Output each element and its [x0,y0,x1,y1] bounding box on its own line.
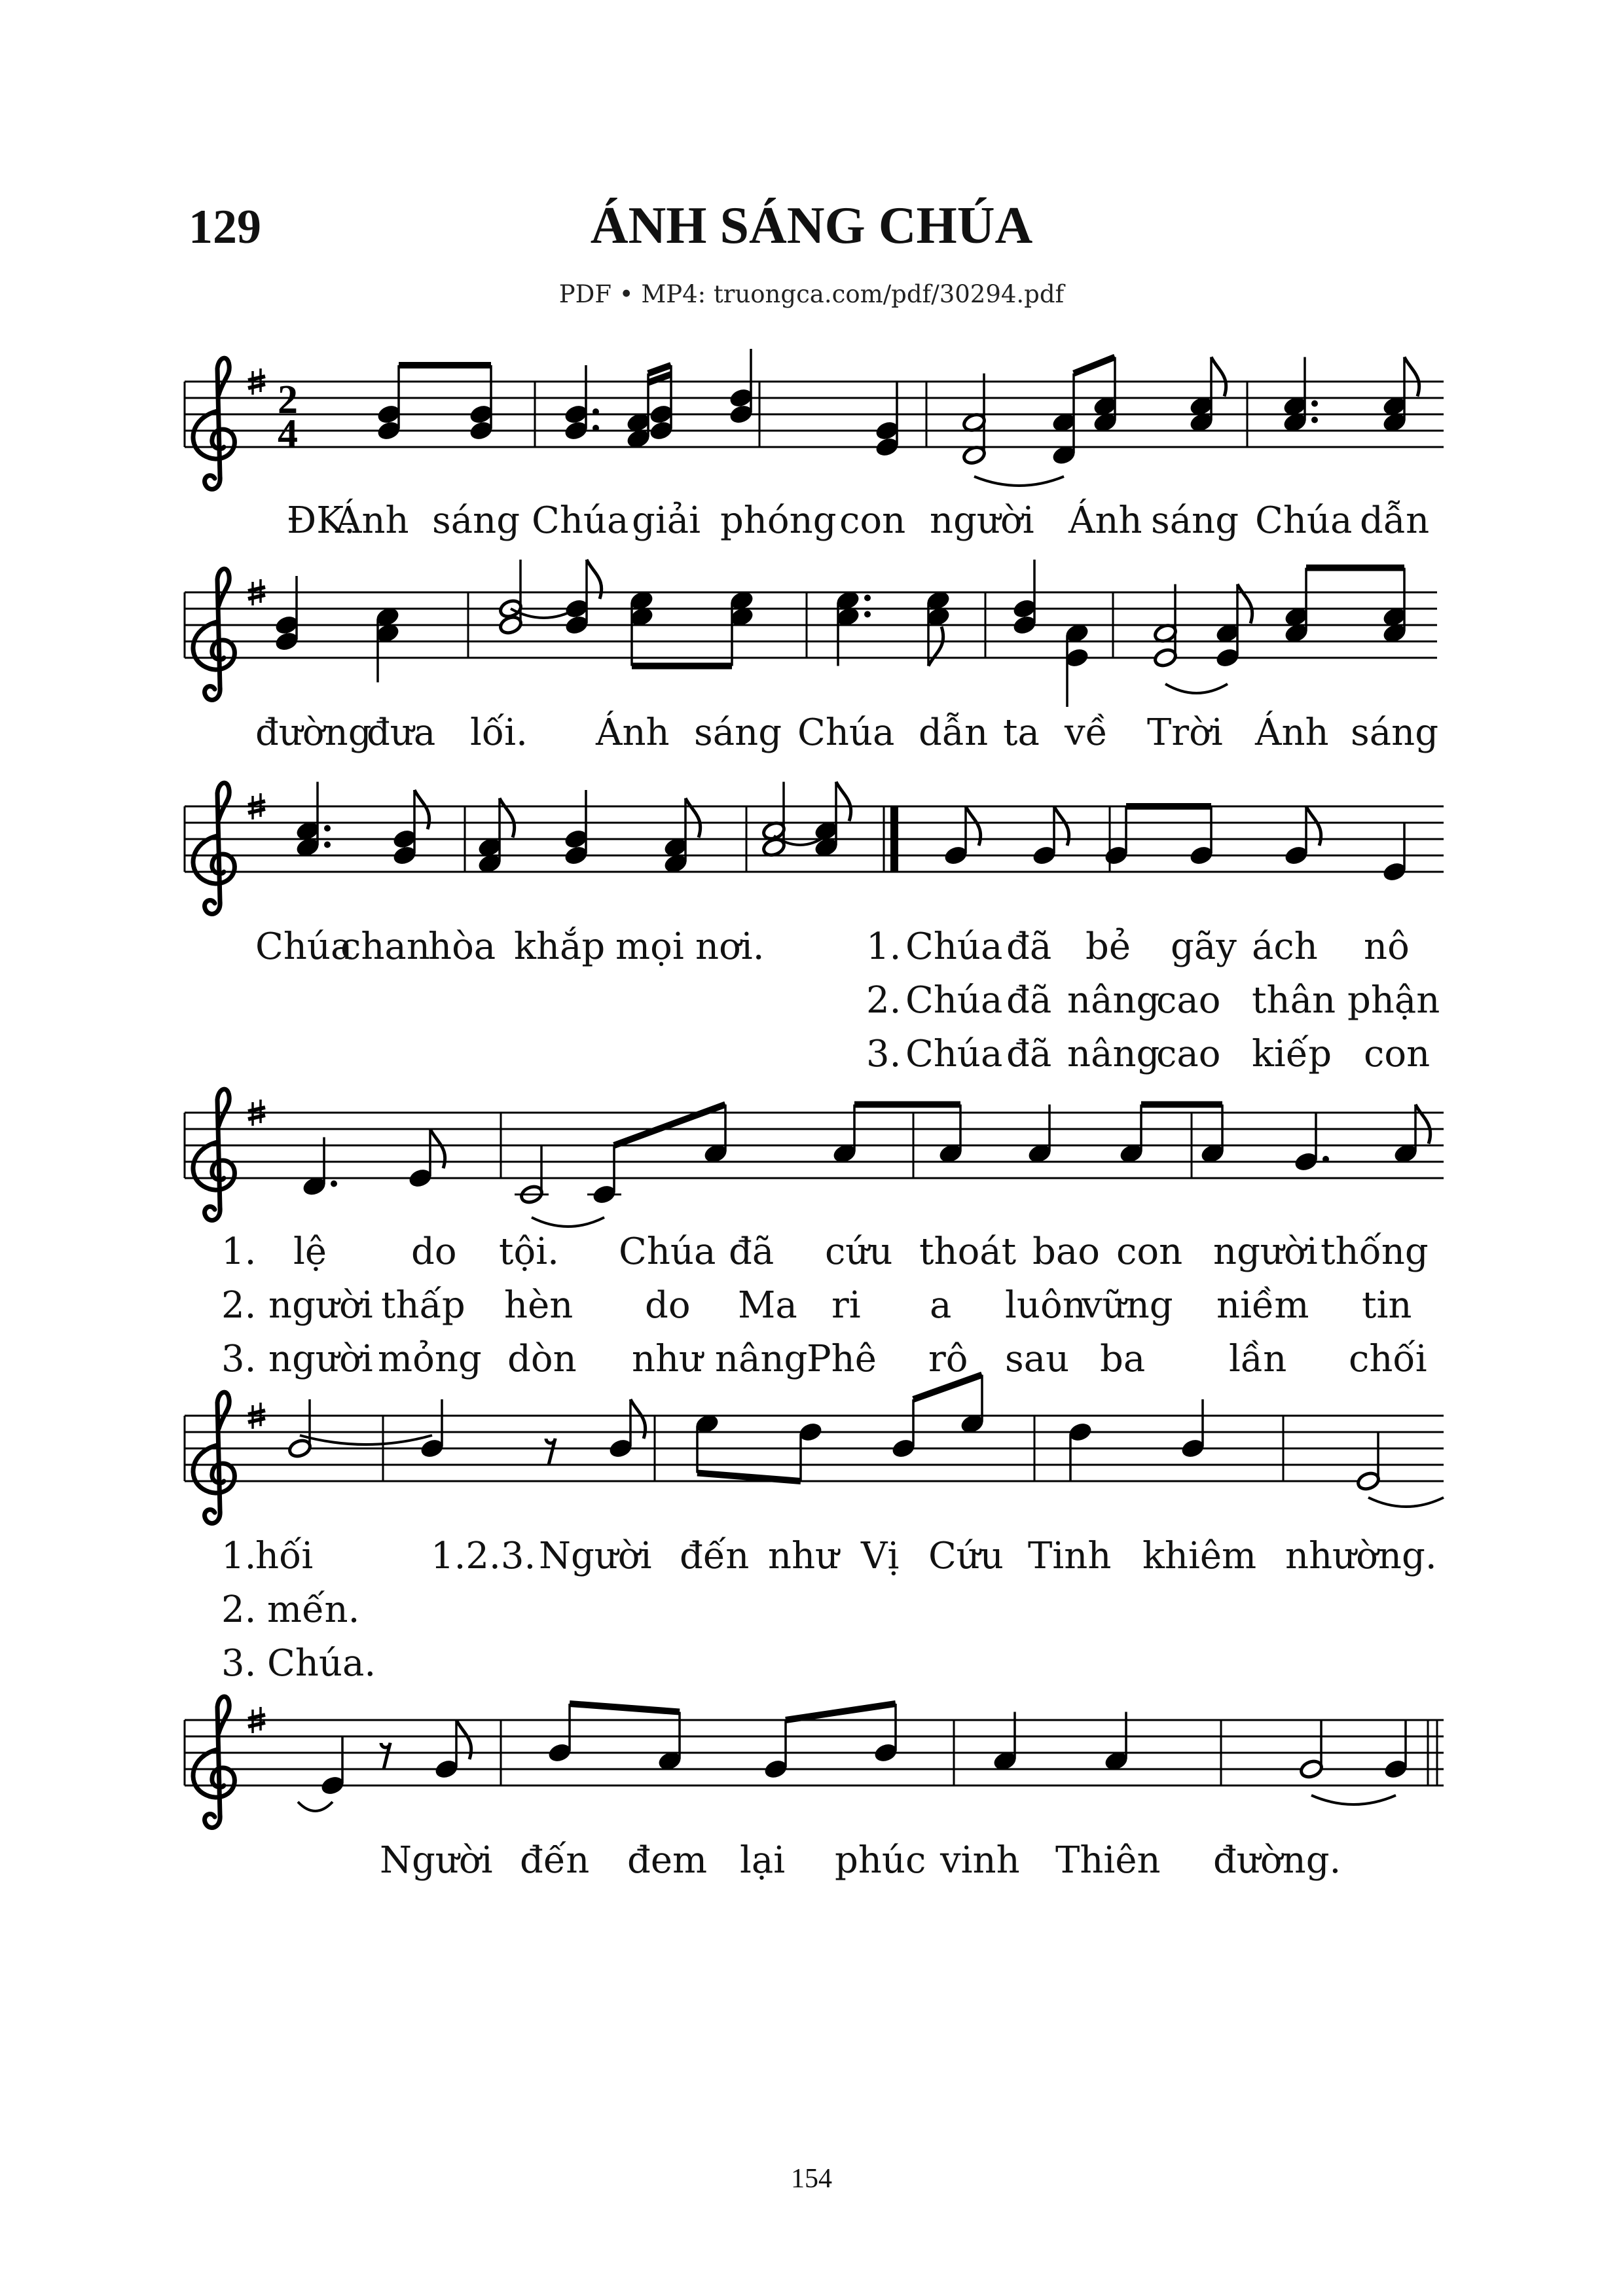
lyric-syllable: Người [539,1535,652,1577]
beam [913,1375,982,1400]
lyric-syllable: nâng [1067,979,1160,1022]
lyric-syllable: 2. [221,1588,257,1631]
flag [500,798,515,838]
lyric-syllable: Ánh [596,711,670,754]
lyric-syllable: Chúa [255,925,353,968]
note [564,790,589,866]
lyric-syllable: a [930,1284,952,1327]
lyric-syllable: đã [729,1230,775,1273]
lyric-syllable: bẻ [1085,925,1131,968]
lyric-syllable: mến. [267,1588,360,1631]
treble-clef-icon [193,1089,234,1220]
lyric-syllable: hối [255,1535,314,1577]
lyric-syllable: con [839,499,906,542]
note [814,782,839,858]
lyric-syllable: Ánh [335,499,409,542]
song-number: 129 [189,200,261,254]
tie [300,1435,432,1444]
lyric-syllable: Chúa [905,925,1003,968]
lyric-syllable: 2. [866,979,902,1022]
lyric-syllable: chối [1349,1338,1427,1380]
flag [1211,357,1226,397]
lyric-syllable: phóng [720,499,837,542]
note [515,1145,549,1205]
lyric-syllable: Ánh [1255,711,1329,754]
staff-system [185,782,1444,914]
lyric-syllable: đã [1006,925,1052,968]
lyric-syllable: nâng [715,1338,808,1380]
source-link[interactable]: PDF • MP4: truongca.com/pdf/30294.pdf [558,280,1065,308]
lyric-syllable: đem [627,1839,708,1882]
tie [1311,1795,1396,1804]
lyric-syllable: vinh [940,1839,1020,1882]
note [1104,806,1129,866]
lyric-syllable: phúc [835,1839,926,1882]
note [1012,560,1037,636]
beam [614,1105,725,1146]
beam [786,1704,896,1720]
note [564,365,599,441]
lyric-syllable: Người [380,1839,493,1882]
lyric-syllable: 1.2.3. [431,1535,536,1577]
lyric-syllable: 1. [866,925,902,968]
note [891,1399,916,1459]
lyric-syllable: luôn [1005,1284,1086,1327]
dot [593,408,599,415]
lyric-syllable: Vị [861,1535,900,1577]
lyric-syllable: về [1065,711,1108,754]
lyric-syllable: lần [1229,1338,1287,1380]
lyric-syllable: người [930,499,1034,542]
dot [324,825,331,832]
treble-clef-icon [193,1696,234,1827]
lyric-syllable: Chúa [797,711,895,754]
tie [1165,684,1228,693]
lyric-syllable: đã [1006,1033,1052,1075]
note [1189,357,1214,433]
note [274,576,299,652]
tie [1368,1498,1444,1507]
lyric-syllable: như [632,1338,703,1380]
lyric-syllable: Chúa. [267,1642,376,1685]
note [1215,584,1240,669]
note [1065,622,1089,707]
lyric-syllable: Thiên [1055,1839,1161,1882]
note [729,349,754,425]
staff-system [185,1696,1444,1827]
lyric-syllable: bao [1032,1230,1100,1273]
lyric-syllable: lệ [293,1230,327,1273]
lyric-syllable: vững [1082,1284,1173,1327]
lyric-syllable: nơi. [695,925,765,968]
staff-system [185,1375,1444,1524]
note [1051,374,1076,466]
lyric-syllable: mọi [615,925,684,968]
lyric-syllable: 1. [221,1535,257,1577]
note [392,790,417,866]
lyric-syllable: Chúa [532,499,629,542]
note [629,590,654,666]
note [376,365,401,441]
note [943,806,968,866]
lyric-syllable: thân [1252,979,1336,1022]
lyric-syllable: hòa [428,925,496,968]
note [434,1720,459,1780]
lyric-syllable: đến [680,1535,750,1577]
note [564,560,589,636]
lyric-syllable: tin [1362,1284,1412,1327]
staff-system [185,560,1437,707]
lyric-syllable: nô [1364,925,1410,968]
staff-system [185,349,1444,489]
note [1189,806,1214,866]
lyric-syllable: khắp [514,925,606,968]
lyric-syllable: thoát [919,1230,1017,1273]
note [1180,1399,1205,1459]
lyric-syllable: đường [255,711,372,754]
lyric-syllable: Tinh [1028,1535,1112,1577]
eighth-rest [546,1439,555,1465]
tie [974,476,1064,486]
song-title: ÁNH SÁNG CHÚA [590,197,1033,255]
note [1032,806,1057,866]
lyric-syllable: hèn [504,1284,574,1327]
treble-clef-icon [193,1392,234,1523]
lyric-syllable: tội. [499,1230,559,1273]
note [835,590,871,666]
note [873,1704,898,1763]
note [1068,1422,1093,1481]
lyric-syllable: sau [1005,1338,1070,1380]
lyric-syllable: cao [1156,1033,1221,1075]
lyric-syllable: đưa [367,711,436,754]
note [962,374,987,466]
lyric-syllable: người [268,1284,373,1327]
note [663,798,688,874]
lyric-syllable: phận [1347,979,1440,1022]
note [1284,806,1309,866]
lyric-syllable: ách [1252,925,1318,968]
note [1153,584,1178,669]
note [1382,568,1407,644]
lyric-syllable: sáng [1151,499,1239,542]
lyric-syllable: dòn [507,1338,577,1380]
note [1284,568,1309,644]
lyric-syllable: Ánh [1068,499,1142,542]
note [408,1129,433,1189]
eighth-rest [381,1743,390,1769]
lyric-syllable: 2. [221,1284,257,1327]
lyric-syllable: cứu [825,1230,893,1273]
lyric-syllable: người [1213,1230,1318,1273]
note [875,382,900,457]
lyric-syllable: ba [1100,1338,1146,1380]
note [547,1704,572,1763]
lyric-syllable: thấp [381,1284,465,1327]
note [763,1720,788,1780]
note [608,1399,633,1459]
note [320,1736,345,1796]
time-signature-top: 2 [278,378,298,422]
lyric-syllable: sáng [1351,711,1439,754]
lyric-syllable: Chúa [905,1033,1003,1075]
note [498,560,523,636]
note [1383,1720,1408,1780]
lyric-syllable: 3. [866,1033,902,1075]
note [1382,823,1407,882]
staff-system [185,1089,1444,1220]
note [469,365,494,441]
lyric-syllable: đã [1006,979,1052,1022]
treble-clef-icon [193,569,234,700]
lyric-syllable: dẫn [1360,499,1430,542]
lyric-syllable: do [411,1230,457,1273]
lyric-syllable: Cứu [928,1535,1004,1577]
flag [1237,584,1252,624]
flag [836,782,851,821]
flag [685,798,701,838]
lyric-syllable: chan [340,925,430,968]
note [798,1422,823,1481]
lyric-syllable: như [768,1535,839,1577]
lyric-syllable: gãy [1171,925,1237,968]
lyric-syllable: người [268,1338,373,1380]
note [287,1399,312,1459]
lyric-syllable: nâng [1067,1033,1160,1075]
lyric-syllable: 3. [221,1338,257,1380]
note [926,590,951,666]
lyric-syllable: Chúa [905,979,1003,1022]
note [1382,357,1407,433]
lyric-syllable: khiêm [1142,1535,1257,1577]
lyric-syllable: lối. [470,711,528,754]
lyric-syllable: thống [1321,1230,1429,1273]
lyric-syllable: lại [740,1839,786,1882]
note [375,606,400,682]
dot [864,611,871,618]
note [420,1399,445,1459]
time-signature-bottom: 4 [278,412,298,456]
flag [1404,357,1419,397]
lyric-syllable: Phê [807,1338,877,1380]
lyric-syllable: Chúa [619,1230,716,1273]
lyric-syllable: mỏng [378,1338,482,1380]
lyric-syllable: Trời [1147,711,1223,754]
lyric-syllable: kiếp [1252,1033,1332,1075]
lyric-syllable: giải [632,499,701,542]
page-number: 154 [791,2164,832,2194]
lyric-syllable: đến [520,1839,590,1882]
note [295,782,331,858]
lyric-syllable: đường. [1213,1839,1341,1882]
lyric-syllable: dẫn [919,711,989,754]
flag [928,627,943,666]
lyric-syllable: ta [1003,711,1040,754]
lyric-syllable: niềm [1216,1284,1309,1327]
lyric-syllable: 3. [221,1642,257,1685]
dot [1322,1156,1329,1162]
barline [890,806,898,872]
dot [593,425,599,431]
lyric-syllable: con [1116,1230,1183,1273]
lyric-syllable: rô [928,1338,968,1380]
note [477,798,502,874]
lyric-syllable: sáng [432,499,520,542]
note [1294,1113,1329,1172]
treble-clef-icon [193,358,234,489]
lyric-syllable: con [1364,1033,1431,1075]
note [1356,1432,1381,1492]
note [587,1145,621,1205]
tie [532,1217,604,1227]
lyric-syllable: Ma [738,1284,797,1327]
flag [1415,1105,1431,1144]
treble-clef-icon [193,783,234,914]
lyric-syllable: Chúa [1255,499,1353,542]
note [729,590,754,666]
tie [298,1802,333,1811]
lyric-syllable: do [645,1284,691,1327]
lyric-syllable: ri [831,1284,861,1327]
note [626,374,651,450]
dot [864,595,871,601]
lyric-syllable: ĐK. [287,499,356,542]
dot [331,1181,337,1187]
dot [1311,401,1318,407]
lyric-syllable: sáng [694,711,782,754]
note [1299,1720,1324,1780]
beam [570,1704,680,1712]
note [761,782,786,858]
dot [324,842,331,848]
note [1283,357,1318,433]
note [1093,357,1118,433]
beam [1074,357,1115,374]
dot [1311,417,1318,423]
beam [697,1473,801,1482]
lyric-syllable: cao [1156,979,1221,1022]
lyric-syllable: nhường. [1285,1535,1437,1577]
lyric-syllable: 1. [221,1230,257,1273]
